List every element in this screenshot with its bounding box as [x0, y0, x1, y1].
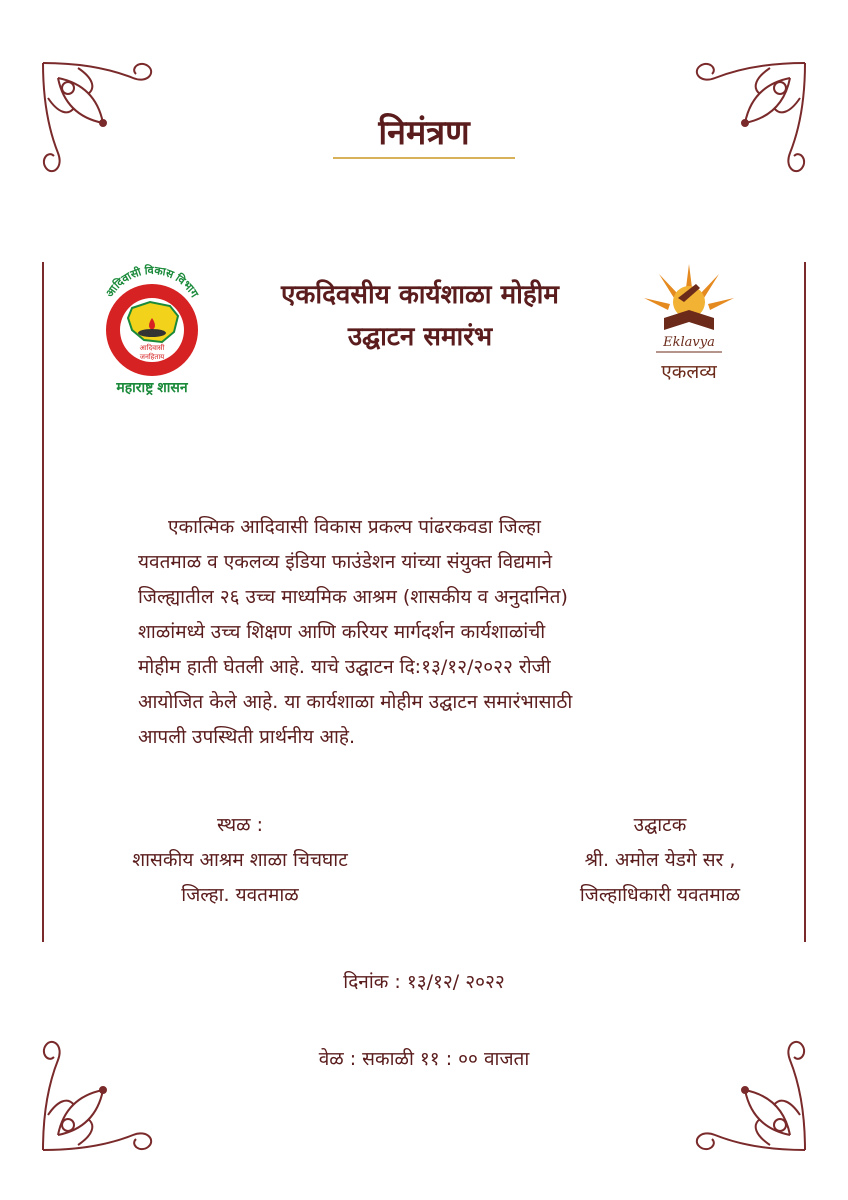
logo-arc-text: आदिवासी विकास विभाग	[103, 264, 201, 300]
logo-script-text: Eklavya	[663, 335, 715, 350]
title-underline	[333, 157, 515, 159]
logo-caption: महाराष्ट्र शासन	[116, 379, 188, 395]
body-line: एकात्मिक आदिवासी विकास प्रकल्प पांढरकवडा जिल्हा	[168, 516, 541, 538]
corner-ornament-bottom-left	[38, 1015, 178, 1155]
eklavya-logo	[634, 258, 744, 388]
corner-ornament-bottom-right	[670, 1015, 810, 1155]
body-line: शाळांमध्ये उच्च शिक्षण आणि करियर मार्गदर्शन कार्यशाळांची	[138, 621, 546, 643]
body-line: आपली उपस्थिती प्रार्थनीय आहे.	[138, 726, 356, 748]
event-heading	[210, 274, 630, 358]
heading-line-1: एकदिवसीय कार्यशाळा मोहीम	[281, 280, 559, 310]
border-line-left	[42, 262, 44, 942]
venue-line-1: शासकीय आश्रम शाळा चिचघाट	[132, 849, 348, 871]
heading-line-2: उद्घाटन समारंभ	[347, 322, 493, 352]
logo-center-text-2: जनहिताय	[139, 354, 165, 361]
venue-label: स्थळ :	[216, 814, 264, 836]
body-line: आयोजित केले आहे. या कार्यशाळा मोहीम उद्घाटन समारंभासाठी	[138, 691, 573, 713]
event-date: दिनांक : १३/१२/ २०२२	[343, 971, 505, 993]
tribal-development-logo	[92, 258, 212, 398]
page-title: निमंत्रण	[378, 113, 470, 153]
event-time: वेळ : सकाळी ११ : ०० वाजता	[318, 1048, 530, 1070]
inaugurator-line-2: जिल्हाधिकारी यवतमाळ	[579, 884, 741, 906]
logo-right-caption: एकलव्य	[661, 362, 717, 383]
venue-block	[80, 808, 400, 913]
body-line: जिल्ह्यातील २६ उच्च माध्यमिक आश्रम (शासकीय व अनुदानित)	[138, 586, 568, 608]
invitation-body	[138, 510, 738, 755]
body-line: यवतमाळ व एकलव्य इंडिया फाउंडेशन यांच्या संयुक्त विद्यमाने	[138, 551, 553, 573]
inaugurator-block	[500, 808, 820, 913]
body-line: मोहीम हाती घेतली आहे. याचे उद्घाटन दि:१३/१२/२०२२ रोजी	[138, 656, 551, 678]
logo-center-text-1: आदिवासी	[139, 345, 165, 352]
inaugurator-label: उद्घाटक	[633, 814, 687, 836]
venue-line-2: जिल्हा. यवतमाळ	[181, 884, 299, 906]
inaugurator-line-1: श्री. अमोल येडगे सर ,	[584, 849, 736, 871]
